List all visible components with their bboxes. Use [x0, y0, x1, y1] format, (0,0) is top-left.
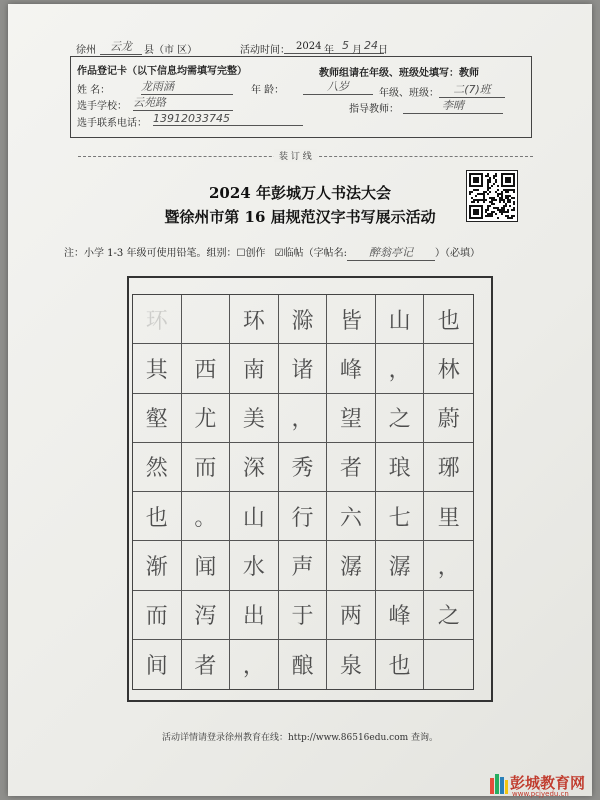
copy-label: 临帖（字帖名: — [283, 248, 347, 259]
teacher-note: 教师组请在年级、班级处填写：教师 — [319, 68, 479, 79]
books-icon — [490, 774, 508, 794]
grid-cell: 环 — [133, 295, 182, 344]
year-unit: 年 — [324, 45, 334, 56]
city-label: 徐州 — [76, 45, 96, 56]
logo-url: www.pcjyedu.cn — [512, 790, 569, 798]
grid-cell: 出 — [230, 591, 279, 640]
site-logo — [488, 772, 598, 798]
copy-book-name[interactable]: 醉翁亭记 — [347, 244, 435, 261]
grid-cell: 望 — [327, 394, 376, 443]
grid-cell: 琅 — [376, 443, 425, 492]
age-value[interactable]: 八岁 — [303, 78, 373, 95]
grid-cell: 泻 — [182, 591, 231, 640]
grid-cell: 深 — [230, 443, 279, 492]
grid-cell: ， — [424, 541, 473, 590]
grid-cell: 峰 — [376, 591, 425, 640]
grid-cell: 声 — [279, 541, 328, 590]
county-suffix: 县（市 区） — [144, 45, 198, 56]
grid-cell: 两 — [327, 591, 376, 640]
registration-title: 作品登记卡（以下信息均需填写完整） — [77, 66, 247, 77]
grid-cell — [182, 295, 231, 344]
phone-label: 选手联系电话： — [77, 118, 147, 129]
grid-cell: 南 — [230, 344, 279, 393]
grid-cell: 林 — [424, 344, 473, 393]
create-checkbox-icon[interactable]: ☐ — [236, 248, 246, 259]
grid-cell: 美 — [230, 394, 279, 443]
teacher-value[interactable]: 李晴 — [403, 97, 503, 114]
create-label: 创作 — [245, 248, 266, 259]
teacher-label: 指导教师： — [349, 104, 399, 115]
grid-cell — [424, 640, 473, 689]
grid-cell: 然 — [133, 443, 182, 492]
grade-label: 年级、班级： — [379, 88, 439, 99]
note-suffix: ）（必填） — [434, 248, 480, 259]
registration-card — [70, 56, 532, 138]
grid-cell: 酿 — [279, 640, 328, 689]
grid-cell: 峰 — [327, 344, 376, 393]
phone-value[interactable]: 13912033745 — [153, 112, 303, 126]
school-label: 选手学校： — [77, 101, 127, 112]
grid-cell: 滁 — [279, 295, 328, 344]
grid-cell: 潺 — [327, 541, 376, 590]
grid-cell: 间 — [133, 640, 182, 689]
entry-sheet — [8, 4, 592, 796]
grid-cell: 而 — [133, 591, 182, 640]
grid-cell: ， — [376, 344, 425, 393]
grid-cell: ， — [230, 640, 279, 689]
year-value: 2024 — [296, 41, 322, 52]
name-value[interactable]: 龙雨涵 — [141, 78, 233, 95]
title-line-2: 暨徐州市第 16 届规范汉字书写展示活动 — [164, 208, 436, 226]
grid-cell: 。 — [182, 492, 231, 541]
grid-cell: 里 — [424, 492, 473, 541]
day-unit: 日 — [378, 45, 388, 56]
grid-cell: 环 — [230, 295, 279, 344]
activity-time-label: 活动时间： — [240, 45, 290, 56]
footer-note: 活动详情请登录徐州教育在线：http://www.86516edu.com 查询。 — [161, 733, 439, 743]
grid-cell: 之 — [424, 591, 473, 640]
grid-cell: 琊 — [424, 443, 473, 492]
grid-cell: 也 — [376, 640, 425, 689]
copy-checkbox-icon[interactable]: ☑ — [274, 248, 284, 259]
grid-cell: 西 — [182, 344, 231, 393]
grid-cell: 山 — [230, 492, 279, 541]
grid-cell: 者 — [182, 640, 231, 689]
writing-grid — [132, 294, 474, 690]
grid-cell: 六 — [327, 492, 376, 541]
grid-cell: 渐 — [133, 541, 182, 590]
age-label: 年 龄： — [251, 85, 285, 96]
qr-code-icon — [466, 170, 518, 222]
grid-cell: 潺 — [376, 541, 425, 590]
grid-cell: 行 — [279, 492, 328, 541]
grid-cell: 七 — [376, 492, 425, 541]
grid-cell: 其 — [133, 344, 182, 393]
title-line-1: 2024 年彭城万人书法大会 — [209, 184, 391, 202]
note-line — [64, 244, 480, 261]
month-unit: 月 — [352, 45, 362, 56]
grid-cell: 尤 — [182, 394, 231, 443]
grid-cell: 而 — [182, 443, 231, 492]
grid-cell: 蔚 — [424, 394, 473, 443]
county-value: 云龙 — [100, 38, 142, 55]
month-value: 5 — [342, 39, 349, 52]
grade-value[interactable]: 二(7)班 — [439, 81, 505, 98]
grid-cell: 诸 — [279, 344, 328, 393]
day-value: 24 — [364, 39, 378, 52]
grid-cell: 者 — [327, 443, 376, 492]
grid-cell: 也 — [133, 492, 182, 541]
grid-cell: 皆 — [327, 295, 376, 344]
grid-cell: 水 — [230, 541, 279, 590]
grid-cell: 于 — [279, 591, 328, 640]
grid-cell: 秀 — [279, 443, 328, 492]
grid-cell: ， — [279, 394, 328, 443]
logo-text: 彭城教育网 — [510, 774, 586, 792]
note-prefix: 注：小学 1-3 年级可使用铅笔。组别： — [64, 248, 237, 259]
name-label: 姓 名： — [77, 85, 111, 96]
grid-cell: 泉 — [327, 640, 376, 689]
binding-line-label: 装 订 线 — [274, 149, 317, 162]
grid-cell: 之 — [376, 394, 425, 443]
grid-cell: 也 — [424, 295, 473, 344]
grid-cell: 山 — [376, 295, 425, 344]
grid-cell: 壑 — [133, 394, 182, 443]
grid-cell: 闻 — [182, 541, 231, 590]
school-value[interactable]: 云苑路 — [133, 94, 233, 111]
